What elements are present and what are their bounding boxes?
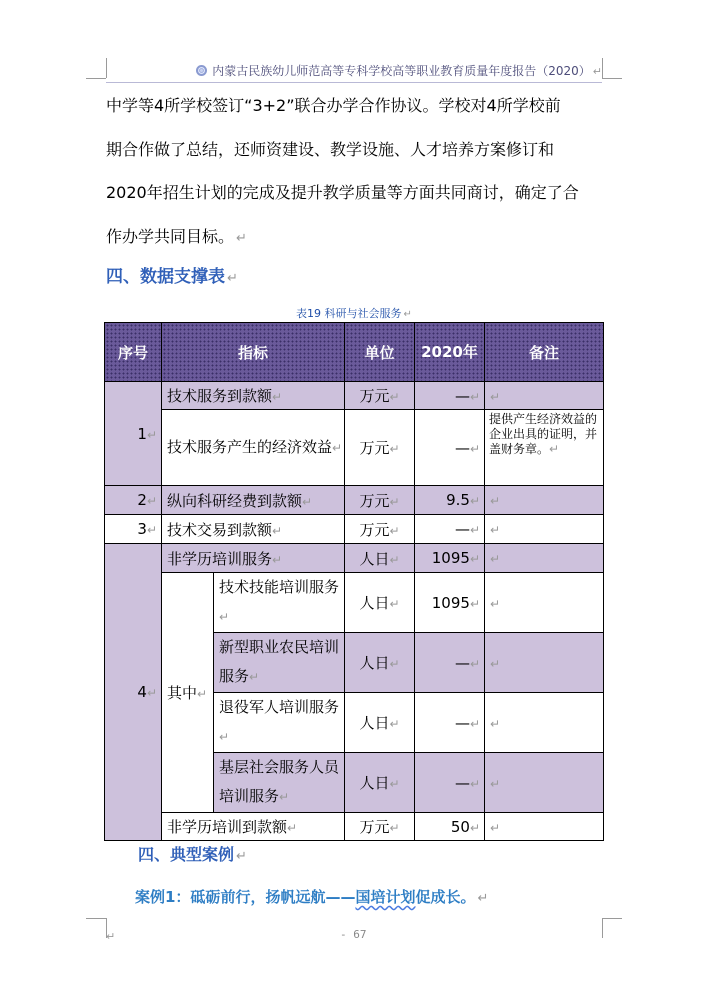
cell-unit bbox=[345, 515, 415, 544]
paragraph-mark-icon: ↵ bbox=[490, 523, 501, 537]
value-text: 50 bbox=[450, 817, 470, 836]
unit-text: 人日 bbox=[359, 714, 390, 732]
value-text: 1095 bbox=[431, 593, 470, 612]
paragraph-line-2: 期合作做了总结，还师资建设、教学设施、人才培养方案修订和 bbox=[106, 139, 555, 159]
header-title: 内蒙古民族幼儿师范高等专科学校高等职业教育质量年度报告（2020） bbox=[212, 64, 591, 78]
cell-unit bbox=[345, 693, 415, 753]
crop-mark-bottom-right-v bbox=[602, 918, 603, 938]
paragraph-mark-icon: ↵ bbox=[592, 65, 602, 78]
row-seq-1 bbox=[105, 382, 162, 486]
paragraph-line-1: 中学等4所学校签订“3+2”联合办学合作协议。学校对4所学校前 bbox=[106, 96, 561, 115]
paragraph-mark-icon: ↵ bbox=[469, 596, 480, 611]
table-caption bbox=[106, 305, 602, 321]
paragraph-mark-icon: ↵ bbox=[236, 230, 247, 246]
cell-unit bbox=[345, 633, 415, 693]
cell-value bbox=[415, 753, 485, 813]
note-text: 提供产生经济效益的企业出具的证明，并盖财务章。 bbox=[489, 412, 598, 456]
paragraph-mark-icon: ↵ bbox=[469, 389, 480, 404]
cell-value bbox=[415, 813, 485, 841]
body-paragraph bbox=[106, 84, 606, 260]
cell-unit bbox=[345, 382, 415, 410]
value-text: 9.5 bbox=[446, 491, 470, 509]
paragraph-mark-icon: ↵ bbox=[490, 494, 501, 508]
paragraph-mark-icon: ↵ bbox=[146, 427, 157, 442]
case-heading-text: 四、典型案例 bbox=[138, 845, 235, 864]
paragraph-mark-icon: ↵ bbox=[227, 271, 238, 286]
cell-value bbox=[415, 382, 485, 410]
header-year bbox=[415, 323, 485, 382]
unit-text: 人日 bbox=[359, 594, 390, 612]
paragraph-mark-icon: ↵ bbox=[332, 440, 343, 455]
indicator-text: 技术服务产生的经济效益 bbox=[167, 437, 333, 456]
paragraph-mark-icon: ↵ bbox=[272, 552, 283, 567]
paragraph-mark-icon: ↵ bbox=[389, 657, 400, 671]
cell-note bbox=[485, 382, 604, 410]
row-seq-3 bbox=[105, 515, 162, 544]
cell-indicator bbox=[162, 410, 345, 486]
indicator-text: 新型职业农民培训服务 bbox=[219, 638, 340, 685]
cell-value bbox=[415, 544, 485, 573]
seq-text: 3 bbox=[137, 520, 147, 538]
paragraph-mark-icon: ↵ bbox=[490, 716, 501, 731]
paragraph-mark-icon: ↵ bbox=[477, 891, 489, 906]
paragraph-mark-icon: ↵ bbox=[469, 552, 480, 566]
cell-value bbox=[415, 410, 485, 486]
cell-unit bbox=[345, 573, 415, 633]
school-logo-icon bbox=[196, 65, 207, 76]
group-text: 其中 bbox=[167, 684, 198, 702]
header-indicator: 指标 bbox=[162, 323, 345, 382]
paragraph-mark-icon: ↵ bbox=[469, 656, 480, 671]
row-seq-2 bbox=[105, 486, 162, 515]
paragraph-mark-icon: ↵ bbox=[469, 494, 480, 508]
value-text: 1095 bbox=[431, 549, 470, 567]
paragraph-mark-icon: ↵ bbox=[219, 610, 230, 624]
paragraph-mark-icon: ↵ bbox=[469, 441, 480, 456]
cell-unit bbox=[345, 813, 415, 841]
cell-note bbox=[485, 633, 604, 693]
cell-indicator bbox=[214, 753, 345, 813]
crop-mark-top-left-h bbox=[86, 78, 106, 79]
header-unit: 单位 bbox=[345, 323, 415, 382]
indicator-text: 基层社会服务人员培训服务 bbox=[219, 758, 340, 805]
value-text: — bbox=[454, 438, 470, 457]
table-header-row bbox=[105, 323, 604, 382]
table-row bbox=[105, 486, 604, 515]
crop-mark-bottom-left-h bbox=[86, 918, 106, 919]
paragraph-mark-icon: ↵ bbox=[272, 390, 283, 404]
table-row bbox=[105, 544, 604, 573]
value-text: — bbox=[454, 773, 470, 792]
crop-mark-bottom-right-h bbox=[602, 918, 622, 919]
cell-indicator bbox=[214, 693, 345, 753]
paragraph-mark-icon: ↵ bbox=[236, 849, 247, 864]
indicator-text: 退役军人培训服务 bbox=[219, 698, 340, 716]
cell-unit bbox=[345, 410, 415, 486]
paragraph-mark-icon: ↵ bbox=[389, 597, 400, 611]
value-text: — bbox=[454, 713, 470, 732]
unit-text: 人日 bbox=[359, 774, 390, 792]
unit-text: 万元 bbox=[359, 520, 390, 539]
cell-unit bbox=[345, 486, 415, 515]
cell-note bbox=[485, 486, 604, 515]
paragraph-line-3: 2020年招生计划的完成及提升教学质量等方面共同商讨，确定了合 bbox=[106, 183, 579, 202]
case-title-prefix: 案例1：砥砺前行，扬帆远航—— bbox=[135, 888, 356, 906]
case-section-heading bbox=[138, 842, 247, 865]
section-heading bbox=[106, 262, 238, 287]
paragraph-mark-icon: ↵ bbox=[389, 552, 400, 567]
paragraph-mark-icon: ↵ bbox=[469, 820, 480, 835]
cell-indicator bbox=[162, 486, 345, 515]
unit-text: 万元 bbox=[359, 439, 390, 457]
value-text: — bbox=[454, 653, 470, 672]
paragraph-mark-icon: ↵ bbox=[389, 523, 400, 538]
table-caption-text: 表19 科研与社会服务 bbox=[296, 307, 402, 320]
seq-text: 4 bbox=[137, 683, 147, 701]
table-row bbox=[105, 573, 604, 633]
paragraph-mark-icon: ↵ bbox=[469, 523, 480, 537]
cell-value bbox=[415, 515, 485, 544]
paragraph-mark-icon: ↵ bbox=[146, 494, 157, 508]
cell-unit bbox=[345, 544, 415, 573]
support-data-table bbox=[104, 322, 604, 841]
section-heading-text: 四、数据支撑表 bbox=[106, 267, 225, 287]
cell-indicator bbox=[214, 573, 345, 633]
paragraph-mark-icon: ↵ bbox=[287, 821, 298, 835]
paragraph-line-4 bbox=[106, 215, 606, 261]
paragraph-mark-icon: ↵ bbox=[302, 494, 313, 509]
indicator-text: 非学历培训到款额 bbox=[167, 818, 288, 836]
cell-value bbox=[415, 573, 485, 633]
paragraph-mark-icon: ↵ bbox=[490, 596, 501, 611]
cell-group-label bbox=[162, 573, 214, 813]
unit-text: 人日 bbox=[359, 549, 390, 568]
paragraph-mark-icon: ↵ bbox=[272, 523, 283, 538]
crop-mark-top-right-v bbox=[602, 58, 603, 78]
cell-indicator bbox=[162, 813, 345, 841]
table-row bbox=[105, 515, 604, 544]
paragraph-mark-icon: ↵ bbox=[490, 776, 501, 791]
paragraph-mark-icon: ↵ bbox=[389, 494, 400, 509]
case-title-underlined: 国培计划 bbox=[355, 888, 416, 906]
cell-note bbox=[485, 410, 604, 486]
header-seq: 序号 bbox=[105, 323, 162, 382]
paragraph-line-4-text: 作办学共同目标。 bbox=[106, 226, 235, 246]
indicator-text: 技术技能培训服务 bbox=[219, 578, 340, 596]
paragraph-mark-icon: ↵ bbox=[490, 552, 501, 566]
indicator-text: 技术交易到款额 bbox=[167, 520, 273, 539]
paragraph-mark-icon: ↵ bbox=[146, 686, 157, 700]
paragraph-mark-icon: ↵ bbox=[249, 670, 260, 684]
seq-text: 2 bbox=[137, 491, 147, 509]
indicator-text: 非学历培训服务 bbox=[167, 549, 273, 568]
header-year-text: 2020年 bbox=[421, 342, 478, 361]
unit-text: 人日 bbox=[359, 654, 390, 672]
paragraph-mark-icon: ↵ bbox=[469, 716, 480, 731]
indicator-text: 技术服务到款额 bbox=[167, 387, 273, 405]
table-row bbox=[105, 382, 604, 410]
paragraph-mark-icon: ↵ bbox=[389, 717, 400, 731]
indicator-text: 纵向科研经费到款额 bbox=[167, 491, 303, 510]
case-title-suffix: 促成长。 bbox=[415, 888, 476, 906]
cell-note bbox=[485, 515, 604, 544]
cell-value bbox=[415, 486, 485, 515]
header-note: 备注 bbox=[485, 323, 604, 382]
footer-paragraph-mark-icon: ↵ bbox=[106, 930, 116, 943]
page-number: - 67 bbox=[340, 928, 367, 941]
paragraph-mark-icon: ↵ bbox=[219, 730, 230, 744]
value-text: — bbox=[454, 520, 470, 538]
paragraph-mark-icon: ↵ bbox=[197, 687, 208, 701]
cell-indicator bbox=[162, 544, 345, 573]
paragraph-mark-icon: ↵ bbox=[389, 390, 400, 404]
paragraph-mark-icon: ↵ bbox=[389, 821, 400, 835]
paragraph-mark-icon: ↵ bbox=[490, 656, 501, 671]
seq-text: 1 bbox=[137, 424, 147, 443]
cell-note bbox=[485, 693, 604, 753]
paragraph-mark-icon: ↵ bbox=[146, 523, 157, 537]
table-row bbox=[105, 410, 604, 486]
cell-unit bbox=[345, 753, 415, 813]
paragraph-mark-icon: ↵ bbox=[490, 389, 501, 404]
cell-indicator bbox=[162, 382, 345, 410]
unit-text: 万元 bbox=[359, 818, 390, 836]
cell-note bbox=[485, 813, 604, 841]
paragraph-mark-icon: ↵ bbox=[403, 309, 412, 320]
value-text: — bbox=[454, 386, 470, 405]
cell-note bbox=[485, 573, 604, 633]
case-title bbox=[135, 886, 488, 907]
paragraph-mark-icon: ↵ bbox=[279, 790, 290, 804]
cell-indicator bbox=[214, 633, 345, 693]
row-seq-4 bbox=[105, 544, 162, 841]
unit-text: 万元 bbox=[359, 491, 390, 510]
cell-value bbox=[415, 633, 485, 693]
paragraph-mark-icon: ↵ bbox=[389, 777, 400, 791]
crop-mark-top-right-h bbox=[602, 78, 622, 79]
paragraph-mark-icon: ↵ bbox=[549, 442, 560, 456]
paragraph-mark-icon: ↵ bbox=[490, 820, 501, 835]
paragraph-mark-icon: ↵ bbox=[469, 776, 480, 791]
running-header bbox=[106, 62, 602, 83]
cell-note bbox=[485, 753, 604, 813]
table-row bbox=[105, 813, 604, 841]
cell-indicator bbox=[162, 515, 345, 544]
paragraph-mark-icon: ↵ bbox=[389, 442, 400, 456]
unit-text: 万元 bbox=[359, 387, 390, 405]
cell-note bbox=[485, 544, 604, 573]
cell-value bbox=[415, 693, 485, 753]
